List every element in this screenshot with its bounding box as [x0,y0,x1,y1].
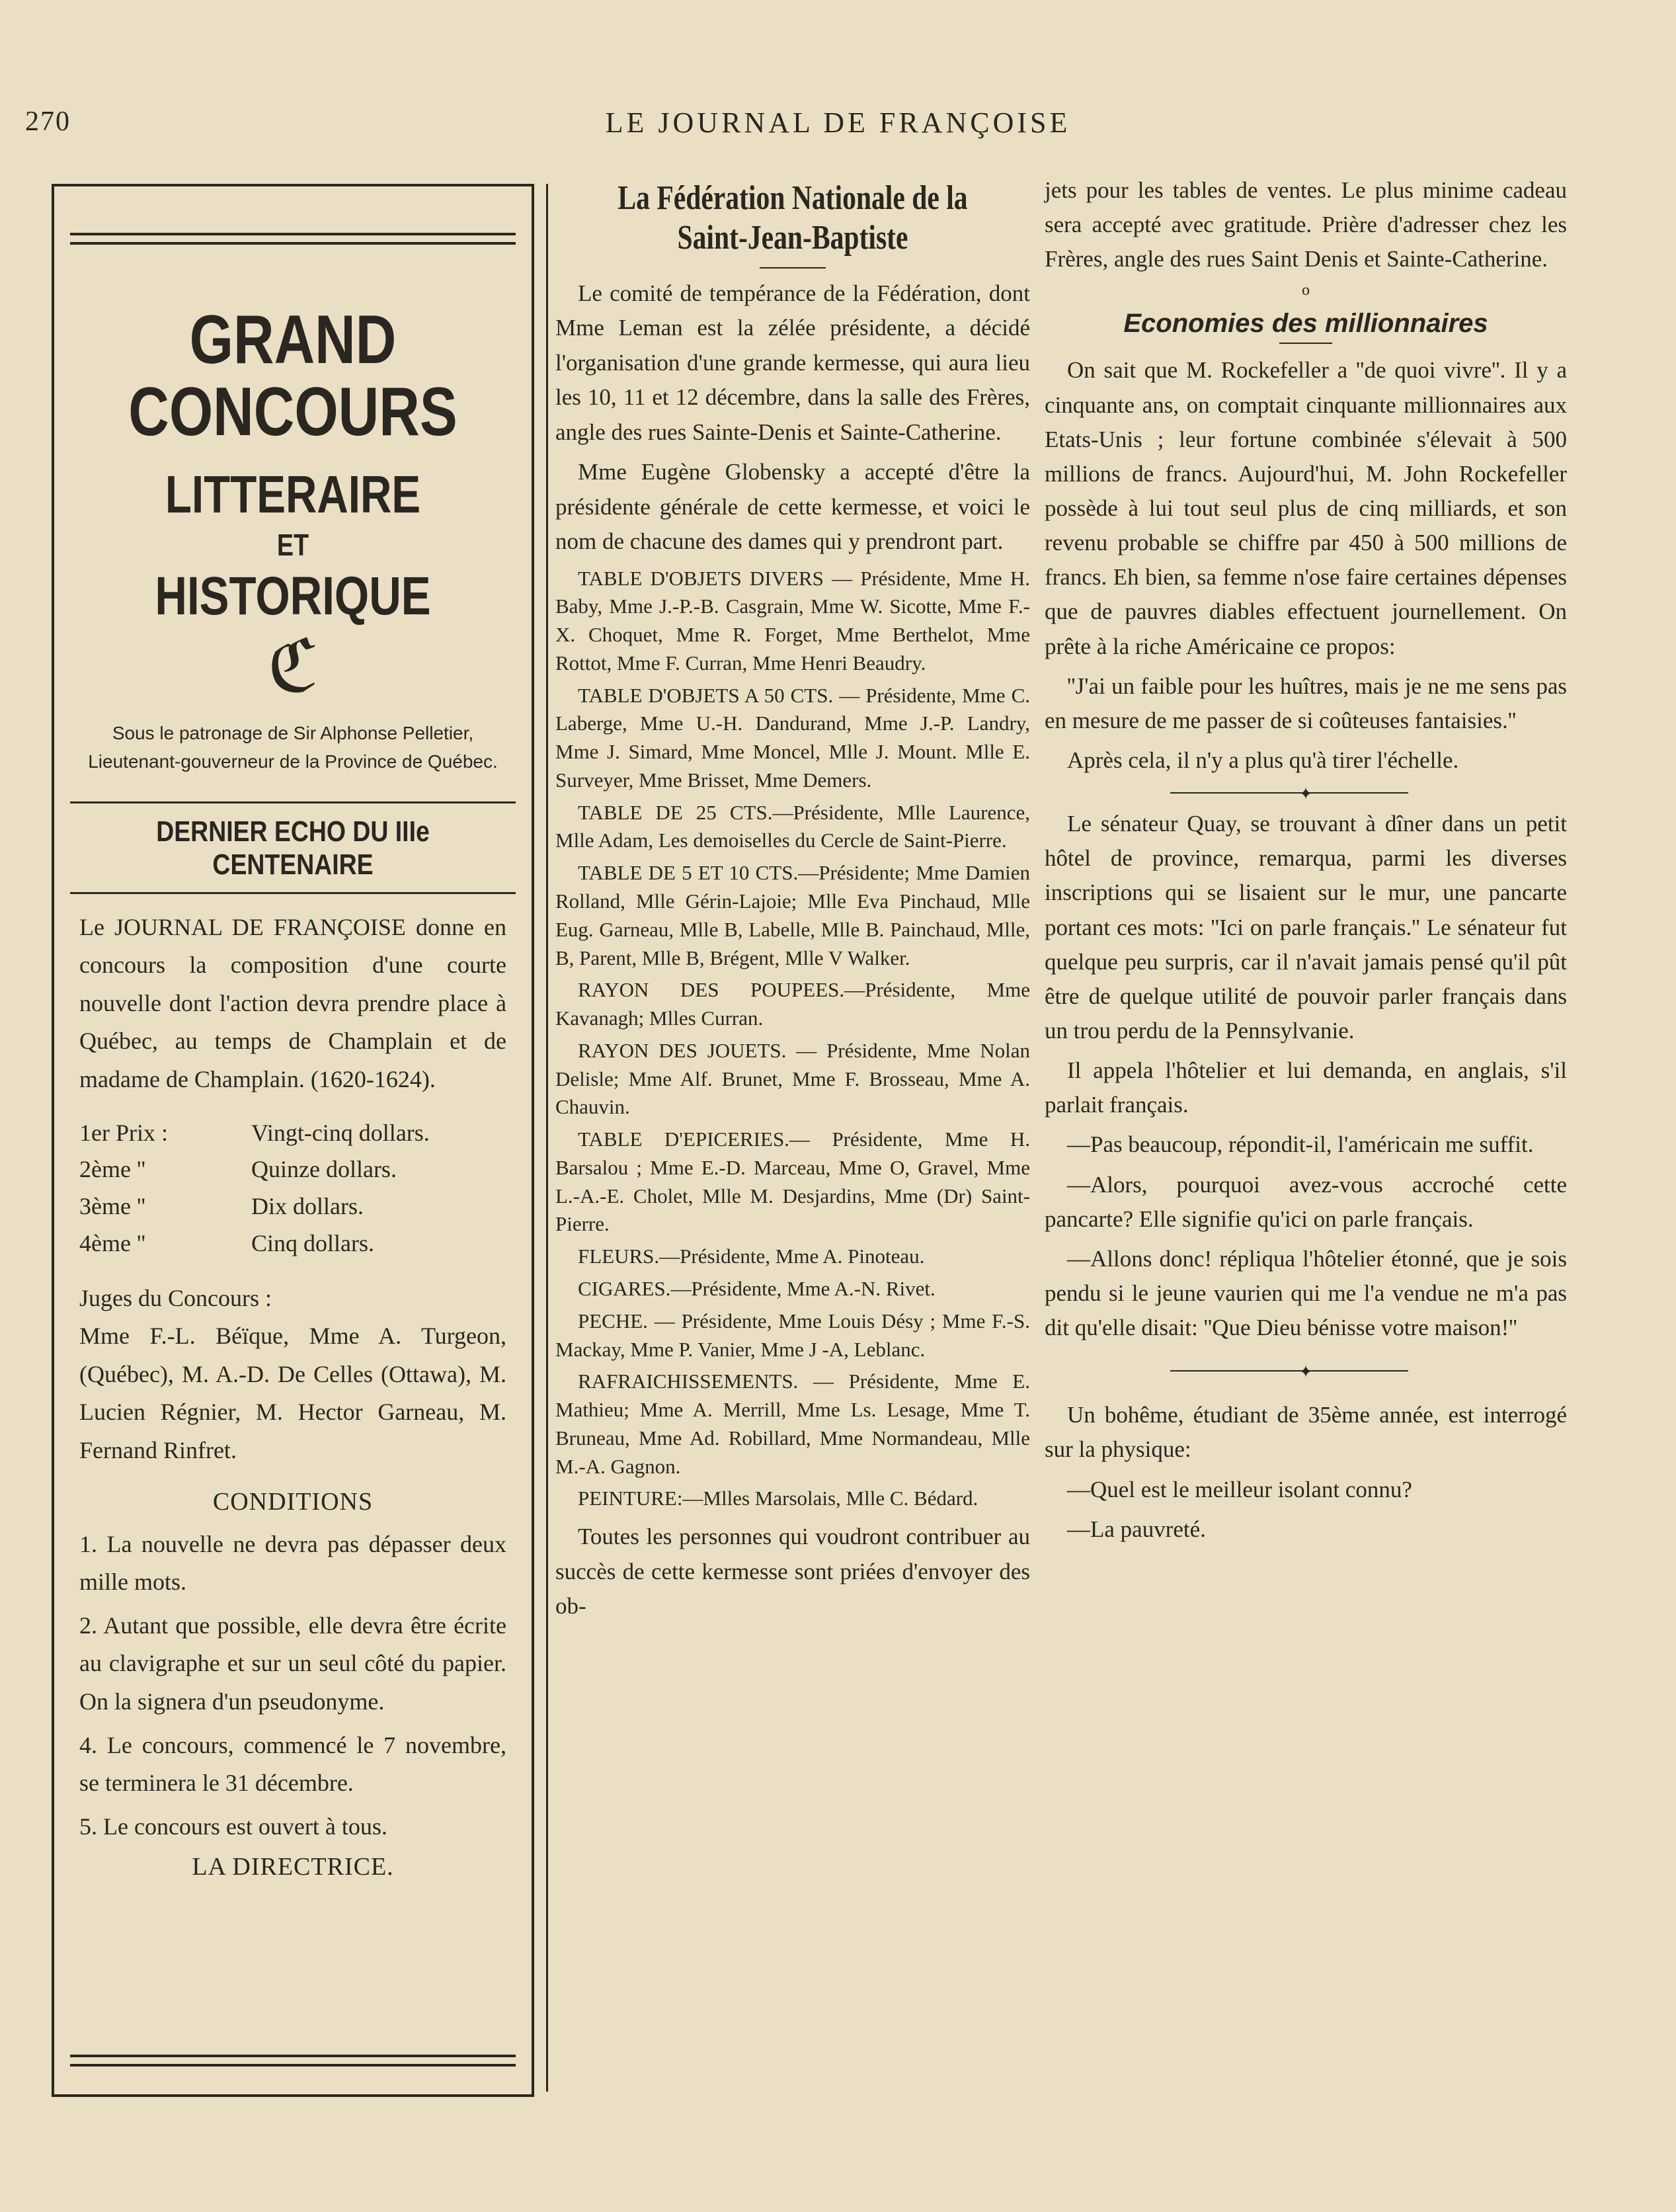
paragraph: ''J'ai un faible pour les huîtres, mais je ne me sens pas en mesure de me passer de si coûteuses fantaisies.'' [1045,673,1567,733]
condition-item: 2. Autant que possible, elle devra être écrite au clavigraphe et sur un seul côté du papier. On la signera d'un pseudonyme. [79,1612,506,1715]
double-rule [70,233,516,245]
patronage-text: Sous le patronage de Sir Alphonse Pelletier, Lieutenant-gouverneur de la Province de Québec. [88,722,498,772]
paragraph: Le sénateur Quay, se trouvant à dîner dans un petit hôtel de province, remarqua, parmi les diverses inscriptions qui se lisaient sur le mur, une pancarte portant ces mots: ''Ici on parle français.'' Le sénateur fut quelque peu surpris, car il n'avait jamais pensé qu'il pût être de quelque utilité de pouvoir parler français dans un trou perdu de la Pennsylvanie. [1045,811,1567,1044]
condition-item: 5. Le concours est ouvert à tous. [79,1813,387,1840]
federation-title: La Fédération Nationale de la Saint-Jean-Baptiste [618,179,968,257]
judges-label: Juges du Concours : [79,1284,272,1311]
paragraph: Mme Eugène Globensky a accepté d'être la présidente générale de cette kermesse, et voici le nom de chacune des dames qui y prendront part. [555,459,1030,555]
judges-list: Mme F.-L. Béïque, Mme A. Turgeon, (Québec), M. A.-D. De Celles (Ottawa), M. Lucien Régnier, M. Hector Garneau, M. Fernand Rinfret. [79,1323,506,1464]
right-column [1045,173,1567,1552]
rule [70,801,516,803]
conditions-heading: CONDITIONS [212,1487,374,1516]
condition-item: 1. La nouvelle ne devra pas dépasser deux mille mots. [79,1530,506,1596]
paragraph: —Alors, pourquoi avez-vous accroché cette pancarte? Elle signifie qu'ici on parle français. [1045,1171,1567,1232]
concours-title-line4: HISTORIQUE [155,565,431,626]
table-entry: TABLE DE 25 CTS.—Présidente, Mlle Laurence, Mlle Adam, Les demoiselles du Cercle de Saint-Pierre. [555,800,1030,852]
rule [70,892,516,894]
table-entry: TABLE DE 5 ET 10 CTS.—Présidente; Mme Damien Rolland, Mlle Gérin-Lajoie; Mlle Eva Pinchaud, Mlle Eug. Garneau, Mlle B, Labelle, Mlle B. Painchaud, Mlle, B, Parent, Mlle B, Brégent, Mlle V Walker. [555,861,1030,969]
separator: o [1302,282,1310,300]
paragraph: Il appela l'hôtelier et lui demanda, en anglais, s'il parlait français. [1045,1057,1567,1118]
ornament-icon: ℭ [267,626,319,707]
prize-row: 3ème '' Dix dollars. [79,1193,364,1220]
concours-title-line2: LITTERAIRE [165,465,421,524]
double-rule [70,2055,516,2067]
concours-title: GRAND CONCOURS [128,302,458,451]
page-number: 270 [25,106,71,137]
paragraph: Toutes les personnes qui voudront contribuer au succès de cette kermesse sont priées d'envoyer des ob- [555,1524,1030,1619]
table-entry: RAYON DES JOUETS. — Présidente, Mme Nolan Delisle; Mme Alf. Brunet, Mme F. Brosseau, Mme A. Chauvin. [555,1038,1030,1119]
table-entry: PECHE. — Présidente, Mme Louis Désy ; Mme F.-S. Mackay, Mme P. Vanier, Mme J -A, Leblanc. [555,1309,1030,1361]
federation-article [546,179,1037,1629]
table-entry: PEINTURE:—Mlles Marsolais, Mlle C. Bédard. [578,1487,978,1510]
table-entry: TABLE D'EPICERIES.— Présidente, Mme H. Barsalou ; Mme E.-D. Marceau, Mme O, Gravel, Mme L.-A.-E. Cholet, Mlle M. Desjardins, Mme (Dr) Saint-Pierre. [555,1127,1030,1236]
paragraph: —Quel est le meilleur isolant connu? [1067,1476,1412,1502]
table-entry: FLEURS.—Présidente, Mme A. Pinoteau. [578,1245,925,1268]
prize-row: 2ème '' Quinze dollars. [79,1156,397,1183]
paragraph: —La pauvreté. [1067,1516,1206,1542]
table-entry: TABLE D'OBJETS DIVERS — Présidente, Mme H. Baby, Mme J.-P.-B. Casgrain, Mme W. Sicotte, Mme F.-X. Choquet, Mme R. Forget, Mme Berthelot, Mme Rottot, Mme F. Curran, Mme Henri Beaudry. [555,566,1030,675]
paragraph: On sait que M. Rockefeller a ''de quoi vivre''. Il y a cinquante ans, on comptait cinquante millionnaires aux Etats-Unis ; leur fortune combinée s'élevait à 500 millions de francs. Aujourd'hui, M. John Rockefeller possède à lui tout seul plus de cinq milliards, et son revenu probable se chiffre par 450 à 500 millions de francs. Eh bien, sa femme n'ose faire certaines dépenses que de pauvres diables effectuent journellement. On prête à la riche Américaine ce propos: [1045,357,1567,659]
table-entry: RAYON DES POUPEES.—Présidente, Mme Kavanagh; Mlles Curran. [555,978,1030,1030]
economies-title: Economies des millionnaires [1123,309,1488,339]
concours-intro: Le JOURNAL DE FRANÇOISE donne en concours la composition d'une courte nouvelle dont l'action devra prendre place à Québec, au temps de Champlain et de madame de Champlain. (1620-1624). [79,913,506,1092]
paragraph: —Pas beaucoup, répondit-il, l'américain me suffit. [1067,1131,1534,1158]
journal-title: LE JOURNAL DE FRANÇOISE [605,106,1071,139]
diamond-icon: ✦ [1298,1362,1313,1382]
table-entry: TABLE D'OBJETS A 50 CTS. — Présidente, Mme C. Laberge, Mme U.-H. Dandurand, Mme J.-P. Landry, Mme J. Simard, Mme Moncel, Mlle J. Mount. Mlle E. Surveyer, Mme Brisset, Mme Demers. [555,683,1030,792]
diamond-separator [1045,1362,1567,1382]
condition-item: 4. Le concours, commencé le 7 novembre, se terminera le 31 décembre. [79,1731,506,1797]
prize-row: 4ème '' Cinq dollars. [79,1229,374,1256]
paragraph: jets pour les tables de ventes. Le plus minime cadeau sera accepté avec gratitude. Prière d'adresser chez les Frères, angle des rues Saint Denis et Sainte-Catherine. [1045,177,1567,272]
table-entry: RAFRAICHISSEMENTS. — Présidente, Mme E. Mathieu; Mme A. Merrill, Mme Ls. Lesage, Mme T. Bruneau, Mme Ad. Robillard, Mme Normandeau, Mlle M.-A. Gagnon. [555,1370,1030,1478]
concours-subtitle: DERNIER ECHO DU IIIe CENTENAIRE [156,815,430,881]
signature: LA DIRECTRICE. [192,1853,394,1881]
paragraph: Le comité de tempérance de la Fédération, dont Mme Leman est la zélée présidente, a décidé l'organisation d'une grande kermesse, qui aura lieu les 10, 11 et 12 décembre, dans la salle des Frères, angle des rues Sainte-Denis et Sainte-Catherine. [555,280,1030,445]
table-entry: CIGARES.—Présidente, Mme A.-N. Rivet. [578,1276,936,1300]
paragraph: Après cela, il n'y a plus qu'à tirer l'échelle. [1067,747,1459,773]
diamond-icon: ✦ [1298,784,1313,804]
short-rule [760,267,826,268]
paragraph: Un bohême, étudiant de 35ème année, est interrogé sur la physique: [1045,1402,1567,1463]
concours-box [52,184,534,2097]
prize-row: 1er Prix : Vingt-cinq dollars. [79,1119,430,1146]
short-rule [1279,343,1332,344]
paragraph: —Allons donc! répliqua l'hôtelier étonné, que je sois pendu si le jeune vaurien qui me l'a vendue ne m'a pas dit qu'elle disait: ''Que Dieu bénisse votre maison!'' [1045,1245,1567,1341]
diamond-separator [1045,784,1567,804]
concours-title-line3: ET [276,528,309,563]
